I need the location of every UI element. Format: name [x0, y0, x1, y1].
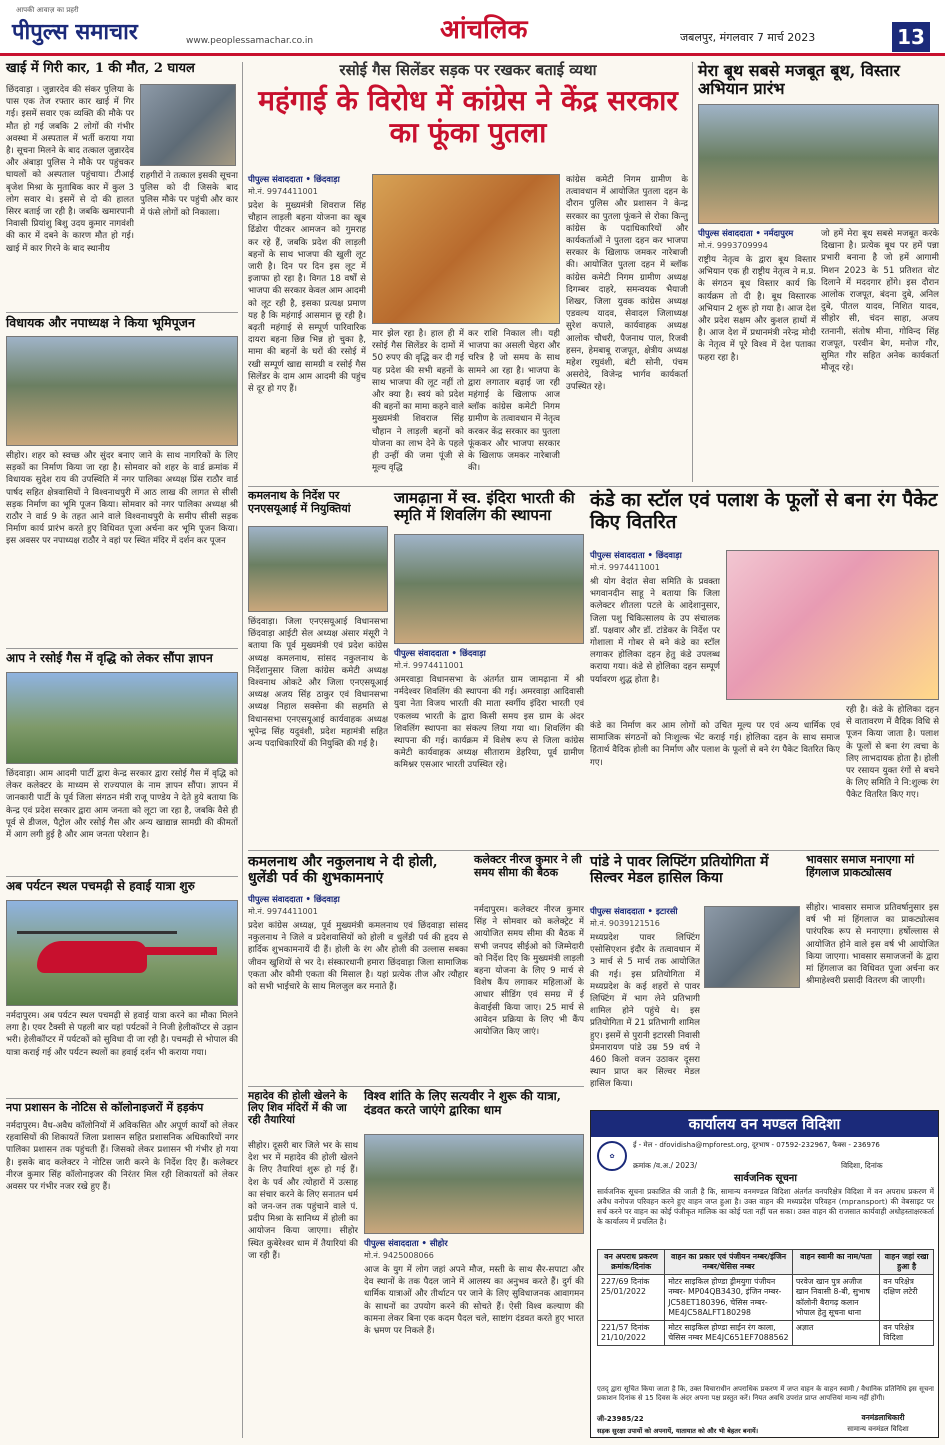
article-body: राष्ट्रीय नेतृत्व के द्वारा बूथ विस्तार अभियान एक ही राष्ट्रीय नेतृत्व ने म.प्र. के संगठन बूथ विस्तार कार्य कि कार्यक्रम तो दी है। बूथ विस्तारक अभियान 2 शुरू हो गया है। आज देश और प्रदेश सक्षम और कुशल हाथों में है। आज देश में प्रधानमंत्री नरेन्द्र मोदी के नेतृत्व में पूरे विश्व में देश पताका फहरा रहा है। — [698, 255, 816, 363]
photo-yatra — [364, 1134, 584, 1234]
headline: विश्व शांति के लिए सत्यवीर ने शुरू की यात्रा, दंडवत करते जाएंगे द्वारिका धाम — [364, 1089, 561, 1117]
mobile-number: मो.नं. 9974411001 — [590, 563, 660, 572]
notice-reference: क्रमांक /व.अ./ 2023/ — [633, 1161, 698, 1170]
byline: पीपुल्स संवाददाता • इटारसी — [590, 906, 678, 916]
byline: पीपुल्स संवाददाता • छिंदवाड़ा — [248, 174, 340, 184]
lead-body-2: मार झेल रहा है। हाल ही में रसोई गैस सिलेंडर के दामों में 50 रुपए की वृद्धि कर दी गई यह प्रदेश की सभी बहनों के साथ भाजपा की लूट नहीं तो और क्या है। स्वयं को प्रदेश की बहनों का मामा कहने वाले मुख्यमंत्री शिवराज सिंह चौहान ने लाड़ली बहनों को योजना का लाभ देने के पहले ही उन्हीं की जमा पूंजी से मूल्य वृद्धि — [372, 329, 464, 474]
forest-seal-icon: ✿ — [597, 1141, 627, 1171]
notice-slogan: सड़क सुरक्षा उपायों को अपनायें, यातायात को और भी बेहतर बनायें। — [597, 1427, 759, 1435]
article-body-cont: जो हमें मेरा बूथ सबसे मजबूत करके दिखाना है। प्रत्येक बूथ पर हमें पन्ना प्रभारी बनाना है जो हमें आगामी मिशन 2023 के 51 प्रतिशत वोट दिलाने में मददगार होंगे। इस दौरान आलोक राजपूत, बंदना दुबे, अनिल दुबे, पीतल यादव, निशित यादव, सीहोर सी, चंदन साहा, अजय रतनानी, संतोष मीना, गोविन्द सिंह राजपूत, परवीन बेग, मनोज गौर, सुमित गौर सहित अनेक कार्यकर्ता मौजूद रहे। — [821, 229, 939, 374]
byline: पीपुल्स संवाददाता • नर्मदापुरम — [698, 228, 794, 238]
headline: पांडे ने पावर लिफ्टिंग प्रतियोगिता में सिल्वर मेडल हासिल किया — [590, 854, 769, 887]
lead-kicker: रसोई गैस सिलेंडर सड़क पर रखकर बताई व्यथा — [339, 61, 597, 79]
table-cell: अज्ञात — [792, 1320, 879, 1345]
photo-booth-meeting — [698, 104, 939, 224]
notice-intro: सार्वजनिक सूचना प्रकाशित की जाती है कि, सामान्य वनमण्डल विदिशा अंतर्गत वनपरिक्षेत्र विदिशा में वन अपराध प्रकरण में अवैध वनोपज परिवहन करने हुए वाहन जप्त हुआ है। उक्त वाहन की मध्यप्रदेश परिवहन (mpransport) की वेबसाइट पर सर्च करने पर वाहन का कोई पंजीकृत मालिक का कोई पता नहीं चल सका। उक्त वाहन की राजसात कार्यवाही अधोहस्ताक्षरकर्ता के कार्यालय में प्रचलित है। — [597, 1187, 934, 1226]
notice-table-wrap — [597, 1249, 934, 1346]
mobile-number: मो.नं. 9993709994 — [698, 241, 768, 250]
section-title: आंचलिक — [440, 15, 528, 45]
table-row — [598, 1275, 934, 1321]
headline: कमलनाथ के निर्देश पर एनएसयूआई में नियुक्तियां — [248, 489, 351, 515]
mobile-number: मो.नं. 9974411001 — [394, 661, 464, 670]
article-body: सीहोर। दूसरी बार जिले भर के साथ देश भर में महादेव की होली खेलने के लिए तैयारियां शुरू हो गई हैं। देश के पर्व और त्योहारों में उत्साह का संचार करने के लिए सनातन धर्म को जन-जन तक पहुंचाने वाले पं. प्रदीप मिश्रा के सानिध्य में होली का आयोजन किया जाएगा। सीहोर स्थित कुबेरेश्वर धाम में तैयारियां की जा रही हैं। — [248, 1141, 358, 1261]
article-colonizer-notice — [6, 1102, 238, 1438]
photo-helicopter — [6, 900, 238, 1006]
photo-accident — [140, 84, 236, 166]
photo-bhoomipoojan — [6, 336, 238, 446]
divider — [248, 1086, 584, 1087]
table-cell: वन परिक्षेत्र दक्षिण लटेरी — [880, 1275, 934, 1321]
notice-place-date: विदिशा, दिनांक — [841, 1161, 883, 1170]
logo-tagline: आपकी आवाज़ का प्रहरी — [16, 6, 79, 14]
article-body: छिंदवाड़ा। आम आदमी पार्टी द्वारा केन्द्र सरकार द्वारा रसोई गैस में वृद्धि को लेकर कलेक्टर के माध्यम से राज्यपाल के नाम ज्ञापन सौंपा। ज्ञापन में जानकारी पार्टी के पूर्व जिला संगठन मंत्री राजू पाण्डेय ने देते हुये बताया कि केन्द्र एवं प्रदेश सरकार द्वारा आम जनता को लूटा जा रहा है, जबकि वैसे ही पूर्व से डीजल, पैट्रोल और रसोई गैस और अन्य खाद्यान्न सामग्री की कीमतों में आग लगी हुई है और आम जनता परेशान है। — [6, 769, 238, 841]
notice-footer: एतद् द्वारा सूचित किया जाता है कि, उक्त विचाराधीन अपराधिक प्रकरण में जप्त वाहन के वाहन स्वामी / वैधानिक प्रतिनिधि इस सूचना प्रकाशन दिनांक से 15 दिवस के अंदर अपना पक्ष प्रस्तुत करें। नियत अवधि उपरांत प्राप्त आपत्तियां मान्य नहीं होंगी। — [597, 1385, 934, 1403]
helicopter-icon — [37, 941, 147, 973]
article-body-cont: कंडे का निर्माण कर आम लोगों को उचित मूल्य पर एवं अन्य धार्मिक एवं सामाजिक संगठनों को निःशुल्क भेंट कराई गई। होलिका दहन के साथ समाज हितार्थ वैदिक होली का निर्माण और पलाश के फूलों से बने रंग पैकेट वितरित किए गए। — [590, 721, 840, 768]
article-mahadev-holi — [248, 1090, 358, 1438]
divider — [6, 876, 238, 877]
article-body-cont: राहगीरों ने तत्काल इसकी सूचना पुलिस को दी जिसके बाद पुलिस मौके पर पहुंची और कार में फंसे लोगों को निकाला। — [140, 171, 238, 218]
article-shivling — [394, 490, 584, 848]
headline: आप ने रसोई गैस में वृद्धि को लेकर सौंपा ज्ञापन — [6, 651, 213, 665]
helicopter-tail — [137, 947, 217, 955]
lead-body-3: कर राशि निकाल ली। यही भाजपा का असली चेहरा और चरित्र है जो समय के साथ सामने आ रहा है। भाजपा के द्वारा लगातार बढ़ाई जा रही महंगाई के खिलाफ आज ब्लॉक कांग्रेस कमेटी निगम ग्रामीण के तत्वावधान में नेतृत्व करकर केंद्र सरकार का पुतला फूंककर और भाजपा सरकार के खिलाफ जमकर नारेबाजी की। — [468, 329, 560, 474]
article-nsui-appointments — [248, 490, 388, 848]
masthead — [0, 0, 945, 56]
photo-shivling-ceremony — [394, 534, 584, 644]
headline: खाई में गिरी कार, 1 की मौत, 2 घायल — [6, 61, 195, 76]
divider — [6, 1098, 238, 1099]
vehicle-table — [597, 1249, 934, 1346]
article-bhoomipoojan — [6, 316, 238, 646]
headline: महादेव की होली खेलने के लिए शिव मंदिरों में की जा रही तैयारियां — [248, 1090, 348, 1127]
notice-contact: ई - मेल - dfovidisha@mpforest.org, दूरभाष - 07592-232967, फैक्स - 236976 — [633, 1141, 880, 1149]
table-cell: 227/69 दिनांक 25/01/2022 — [598, 1275, 665, 1321]
notice-signatory-office: सामान्य वनमंडल विदिशा — [847, 1425, 909, 1433]
notice-code: जी-23985/22 — [597, 1415, 644, 1423]
newspaper-logo: पीपुल्स समाचार — [12, 19, 138, 45]
table-cell: मोटर साइकिल होण्डा ड्रीमयुगा पंजीयन नम्बर- MP04QB3430, इंजिन नम्बर- JC58ET180396, चेसिस नम्बर- ME4JC58ALFT180298 — [665, 1275, 793, 1321]
article-booth-campaign — [698, 62, 939, 482]
headline: कंडे का स्टॉल एवं पलाश के फूलों से बना रंग पैकेट किए वितरित — [590, 489, 938, 533]
article-body: छिंदवाड़ा। जिला एनएसयूआई विधानसभा छिंदवाड़ा आईटी सेल अध्यक्ष अंसार मंसूरी ने बताया कि पूर्व मुख्यमंत्री एवं प्रदेश कांग्रेस अध्यक्ष कमलनाथ, सांसद नकुलनाथ के निर्देशानुसार जिला कांग्रेस कमेटी अध्यक्ष विश्वनाथ ओकटे और जिला एनएसयूआई अध्यक्ष अजय सिंह ठाकुर एवं विधानसभा अध्यक्ष निहाल सक्सेना की सहमति से विधानसभा एनएसयूआई कार्यवाहक अध्यक्ष भूपेन्द्र सिंह यदुवंशी, प्रदेश महामंत्री सहित अन्य पदाधिकारियों की नियुक्ति की गई है। — [248, 617, 388, 750]
article-body: नर्मदापुरम। कलेक्टर नीरज कुमार सिंह ने सोमवार को कलेक्ट्रेट में आयोजित समय सीमा की बैठक में सभी जनपद सीईओ को जिम्मेदारी को निर्देश दिए कि मुख्यमंत्री लाड़ली बहना योजना के लिए 9 मार्च से विशेष कैंप लगाकर महिलाओं के आधार सीडिंग एवं समग्र में ई केवाईसी किया जाए। 25 मार्च से आवेदन प्रक्रिया के लिए भी कैंप आयोजित किए जाएं। — [474, 905, 584, 1038]
article-body: नर्मदापुरम। अब पर्यटन स्थल पचमढ़ी से हवाई यात्रा करने का मौका मिलने लगा है। एयर टैक्सी से पहली बार यहां पर्यटकों ने निजी हेलीकॉप्टर से उड़ान भरी। हेलीकॉप्टर में पर्यटकों को सुविधा दी जा रही है। पचमढ़ी से भोपाल की यात्रा कराई गई और पर्यटन स्थलों का हवाई दर्शन भी कराया गया। — [6, 1011, 238, 1058]
article-holi-wishes — [248, 854, 468, 1082]
column-header: वन अपराध प्रकरण क्रमांक/दिनांक — [598, 1250, 665, 1275]
photo-kande-stall — [726, 550, 939, 700]
article-aap-memorandum — [6, 652, 238, 874]
photo-aap-protest — [6, 672, 238, 764]
dateline: जबलपुर, मंगलवार 7 मार्च 2023 — [680, 31, 816, 44]
photo-effigy-burning — [372, 174, 560, 324]
page-number: 13 — [892, 22, 930, 52]
column-header: वाहन जहां रखा हुआ है — [880, 1250, 934, 1275]
byline: पीपुल्स संवाददाता • छिंदवाड़ा — [590, 550, 682, 560]
notice-office-title: कार्यालय वन मण्डल विदिशा — [591, 1111, 938, 1137]
article-car-accident — [6, 62, 238, 310]
divider — [248, 850, 939, 851]
article-powerlifting — [590, 854, 800, 1104]
column-rule — [242, 62, 243, 1438]
lead-story — [248, 62, 688, 482]
article-satyavir-yatra — [364, 1090, 584, 1438]
divider — [248, 486, 939, 487]
byline: पीपुल्स संवाददाता • सीहोर — [364, 1238, 448, 1248]
website-url: www.peoplessamachar.co.in — [186, 36, 314, 46]
table-row — [598, 1320, 934, 1345]
column-rule — [692, 62, 693, 482]
article-body: सीहोर। शहर को स्वच्छ और सुंदर बनाए जाने के साथ नागरिकों के लिए सड़कों का निर्माण किया जा रहा है। सोमवार को शहर के वार्ड क्रमांक में विधायक सुदेश राय की उपस्थिति में नगर पालिका अध्यक्ष प्रिंस राठौर वार्ड पार्षद सहित क्षेत्रवासियों ने विश्वनाथपुरी में आठ लाख की लागत से सीसी सड़क निर्माण का भूमि पूजन किया। सोमवार को नगर पालिका अध्यक्ष श्री राठौर ने वार्ड 9 के तहत आने वाले विश्वनाथपुरी के समीप सीसी सड़क निर्माण कार्य प्रारंभ करते हुए विधिवत पूजा अर्चना कर भूमि पूजन किया। इस अवसर पर नपाध्यक्ष राठौर ने वहां पर स्थित मंदिर में दर्शन कर पूजन — [6, 451, 238, 547]
table-cell: मोटर साइकिल होण्डा साईन रंग काला, चेसिस नम्बर ME4JC651EF7088562 — [665, 1320, 793, 1345]
mobile-number: मो.नं. 9974411001 — [248, 907, 318, 916]
headline: कमलनाथ और नकुलनाथ ने दी होली, धुलेंडी पर्व की शुभकामनाएं — [248, 854, 438, 887]
lead-body-1: प्रदेश के मुख्यमंत्री शिवराज सिंह चौहान लाड़ली बहना योजना का खूब ढिंढोरा पीटकर आमजन को गुमराह कर रहे हैं, जबकि प्रदेश की लाड़ली बहनों के साथ भाजपा की खुली लूट जारी है। दिन पर दिन इस लूट में इजाफा हो रहा है। विगत 18 वर्षों से भाजपा की सरकार केवल आम आदमी को लूट रही है, इसका प्रत्यक्ष प्रमाण यह है कि महंगाई आसमान छू रही है। बढ़ती महंगाई से सम्पूर्ण पारिवारिक दायरा बहना छिन्न भिन्न हो चुका है, मामा की बहनों के घरों की रसोई में रखी सम्पूर्ण खाद्य सामग्री व रसोई गैस सिलेंडर के दाम आम आदमी की पहुंच से दूर हो गए हैं। — [248, 201, 366, 395]
article-body: प्रदेश कांग्रेस अध्यक्ष, पूर्व मुख्यमंत्री कमलनाथ एवं छिंदवाड़ा सांसद नकुलनाथ ने जिले व प्रदेशवासियों को होली व धुलेंडी पर्व की हृदय से हार्दिक शुभकामनायें दी हैं। होली के रंग और होली की उल्लास सबका जीवन खुशियों से भर दे। संस्कारधानी हमारा छिंदवाड़ा जिला सामाजिक एकता और कौमी एकता की मिसाल है। यहां प्रत्येक तीज और त्यौहार को सभी भाईचारे के साथ मिलजुल कर मनाते हैं। — [248, 921, 468, 993]
table-header-row — [598, 1250, 934, 1275]
notice-title: सार्वजनिक सूचना — [734, 1173, 797, 1184]
table-cell: 221/57 दिनांक 21/10/2022 — [598, 1320, 665, 1345]
article-body: मध्यप्रदेश पावर लिफ्टिंग एसोसिएशन इंदौर के तत्वावधान में 3 मार्च से 5 मार्च तक आयोजित की गई। इस प्रतियोगिता में मध्यप्रदेश के कई शहरों से पावर लिफ्टिंग में भाग लेने प्रतिभागी शामिल होने पहुंचे थे। इस प्रतियोगिता में 21 प्रतिभागी शामिल हुए। इसमें से पुरानी इटारसी निवासी प्रेमनारायण पांडे उम्र 59 वर्ष ने 460 किलो वजन उठाकर दूसरा स्थान प्राप्त कर सिल्वर मेडल हासिल किया। — [590, 933, 700, 1090]
headline: मेरा बूथ सबसे मजबूत बूथ, विस्तार अभियान प्रारंभ — [698, 61, 900, 99]
article-body: आज के युग में लोग जहां अपने मौज, मस्ती के साथ सैर-सपाटा और देव स्थानों के तक पैदल जाने में आलस्य का अनुभव करते हैं। दुर्ग की धार्मिक यात्राओं और तीर्थाटन पर जाने के लिए सुविधाजनक आवागमन के साधनों का उपयोग करने की सोचते हैं। ऐसी विश्व कल्याण की कामना लेकर बिना एक कदम पैदल चले, साष्टांग दंडवत करते हुए भारत के भ्रमण पर निकले हैं। — [364, 1265, 584, 1337]
photo-nsui-group — [248, 526, 388, 612]
article-collector-meeting — [474, 854, 584, 1082]
headline: कलेक्टर नीरज कुमार ने ली समय सीमा की बैठक — [474, 853, 582, 879]
headline: भावसार समाज मनाएगा मां हिंगलाज प्राकट्योत्सव — [806, 853, 915, 879]
article-body: श्री योग वेदांत सेवा समिति के प्रवक्ता भगवानदीन साहू ने बताया कि जिला कलेक्टर शीतला पटले के आदेशानुसार, जिला पशु चिकित्सालय के उप संचालक डॉ. पक्षवार और डॉ. टांडेकर के निर्देश पर गोशाला में गोबर से बने कंडे का स्टॉल लगाकर होलिका दहन हेतु कंडे उपलब्ध कराया गया। कंडे से होलिका दहन सम्पूर्ण पर्यावरण शुद्ध होता है। — [590, 577, 720, 685]
lead-headline: महंगाई के विरोध में कांग्रेस ने केंद्र सरकार का फूंका पुतला — [258, 84, 678, 150]
article-pachmarhi-air — [6, 880, 238, 1096]
rotor-shape — [17, 931, 177, 934]
table-cell: वन परिक्षेत्र विदिशा — [880, 1320, 934, 1345]
article-bhavsar-samaj — [806, 854, 939, 1104]
headline: अब पर्यटन स्थल पचमढ़ी से हवाई यात्रा शुरु — [6, 879, 195, 893]
article-body: छिंदवाड़ा । जुन्नारदेव की संकर पुलिया के पास एक तेज रफ्तार कार खाई में गिर गई। इसमें सवार एक व्यक्ति की मौके पर मौत हो गई जबकि 2 लोगों की गंभीर अवस्था में अस्पताल में भर्ती कराया गया है। सूचना मिलने के बाद तत्काल जुन्नारदेव और अंबाड़ा पुलिस ने मौके पर पहुंचकर घायलों को अस्पताल पहुंचाया। टीआई बृजेश मिश्रा के मुताबिक कार में कुल 3 लोग सवार थे। इसमें से दो की हालत सिरर बताई जा रही है। जबकि खमारपानी निवासी प्रियांशु बिशु उदय कुमार नागवंशी की कार में दबने के कारण मौत हो गई। खाई में कार गिरने के बाद स्थानीय — [6, 85, 134, 254]
byline: पीपुल्स संवाददाता • छिंदवाड़ा — [394, 648, 486, 658]
column-header: वाहन का प्रकार एवं पंजीयन नम्बर/इंजिन नम्बर/चेसिस नम्बर — [665, 1250, 793, 1275]
article-body: सीहोर। भावसार समाज प्रतिवर्षानुसार इस वर्ष भी मां हिंगलाज का प्राकट्योत्सव पारंपरिक रूप से मनाएगा। हर्षोल्लास से आयोजित होने वाले इस वर्ष भी आयोजित किया जाएगा। भावसार समाजजनों के द्वारा मां हिंगलाज का विधिवत पूजा अर्चना कर श्रीमाहेश्वरी प्रसादी वितरण की जाएगी। — [806, 903, 939, 987]
headline: विधायक और नपाध्यक्ष ने किया भूमिपूजन — [6, 315, 195, 330]
article-body: अमरवाड़ा विधानसभा के अंतर्गत ग्राम जामढ़ाना में श्री नर्मदेश्वर शिवलिंग की स्थापना की गई। अमरवाड़ा आदिवासी युवा नेता विजय भारती की माता स्वर्गीय इंदिरा भारती एवं एकलव्य भारती के द्वारा किसी समय इस ग्राम के अंदर शिवलिंग स्थापना का संकल्प लिया गया था। शिवलिंग की स्थापना की गई। कार्यक्रम में विशेष रूप से जिला कांग्रेस कमेटी कार्यवाहक अध्यक्ष सीताराम डेहरिया, पूर्व ग्रामीण कमिश्नर एसआर भारती उपस्थित रहे। — [394, 675, 584, 771]
mobile-number: मो.नं. 9425008066 — [364, 1251, 434, 1260]
mobile-number: मो.नं. 9039121516 — [590, 919, 660, 928]
headline: नपा प्रशासन के नोटिस से कॉलोनाइजरों में हड़कंप — [6, 1101, 204, 1114]
column-header: वाहन स्वामी का नाम/पता — [792, 1250, 879, 1275]
byline: पीपुल्स संवाददाता • छिंदवाड़ा — [248, 894, 340, 904]
forest-department-notice — [590, 1110, 939, 1438]
article-kande-stall — [590, 490, 939, 848]
article-body: नर्मदापुरम। वैध-अवैध कॉलोनियों में अविकसित और अपूर्ण कार्यों को लेकर रहवासियों की शिकायतें जिला प्रशासन सहित प्रशासनिक अधिकारियों नगर पालिका प्रशासन तक पहुंचती हैं। जिसको लेकर प्रशासन भी गंभीर हो गया है। इसके बाद कलेक्टर ने नोटिस जारी करने के निर्देश दिए हैं। कलेक्टर नीरज कुमार सिंह कॉलोनाइजर की निरंतर मिल रही शिकायतों को लेकर अवसर पर गंभीर नजर रखे हुए हैं। — [6, 1121, 238, 1193]
article-body-end: रही है। कंडे के होलिका दहन से वातावरण में वैदिक विधि से पूजन किया जाता है। पलाश के फूलों से बना रंग त्वचा के लिए लाभदायक होता है। होली पर रसायन युक्त रंगों से बचने के लिए समिति ने नि:शुल्क रंग पैकेट वितरित किए गए। — [846, 705, 939, 801]
photo-medal-winner — [704, 906, 800, 988]
table-cell: परवेज खान पुत्र अजीज खान निवासी 8-बी, सुभाष कॉलोनी बैरागढ़ कलान भोपाल हेतु सूचना थाना — [792, 1275, 879, 1321]
divider — [6, 648, 238, 649]
lead-body-4: कांग्रेस कमेटी निगम ग्रामीण के तत्वावधान में आयोजित पुतला दहन के दौरान पुलिस और प्रशासन ने केन्द्र सरकार का पुतला फूंकने से रोका किन्तु कांग्रेस के पदाधिकारियों और कार्यकर्ताओं ने पुतला दहन कर भाजपा सरकार के खिलाफ जमकर नारेबाजी की। आयोजित पुतला दहन में ब्लॉक कांग्रेस कमेटी निगम ग्रामीण अध्यक्ष दिगम्बर दाहरे, समन्वयक भैयाजी शिखर, जिला युवक कांग्रेस अध्यक्ष एडवल्य यादव, सेवादल जिलाध्यक्ष सुरेश कपाले, कार्यवाहक अध्यक्ष आलोक चौधरी, पैजनाथ पाल, रिजवी हसन, हेमबाबू राजपूत, क्षेत्रीय अध्यक्ष महेश रघुवंशी, बंटी सोनी, पंचम असरोदे, विजेन्द्र भार्गव कार्यकर्ता उपस्थित रहे। — [566, 175, 688, 393]
notice-signatory: वनमंडलाधिकारी — [861, 1413, 905, 1422]
mobile-number: मो.नं. 9974411001 — [248, 187, 318, 196]
headline: जामढ़ाना में स्व. इंदिरा भारती की स्मृति में शिवलिंग की स्थापना — [394, 489, 575, 525]
divider — [6, 312, 238, 313]
